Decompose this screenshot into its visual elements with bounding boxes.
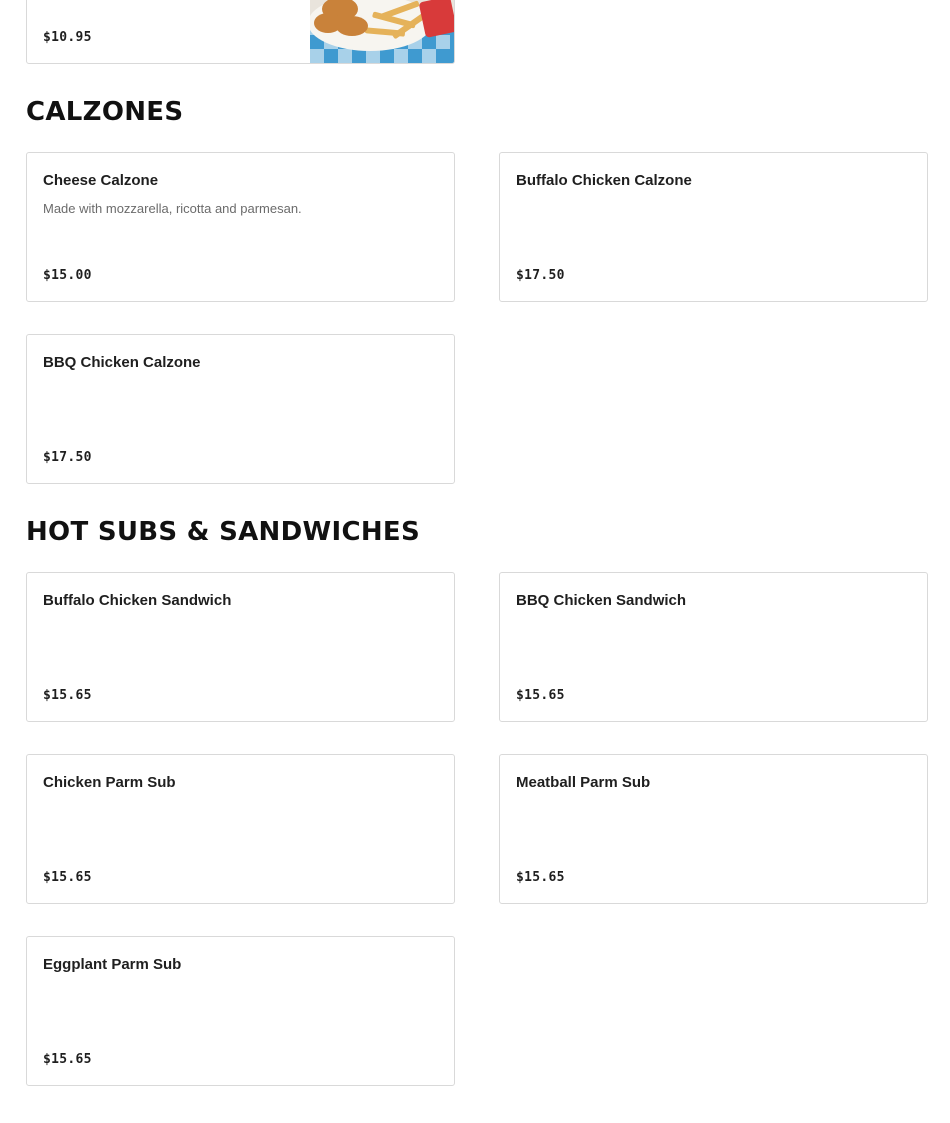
menu-item-name: Cheese Calzone [43, 172, 159, 189]
menu-item-price: $17.50 [516, 268, 565, 283]
menu-item-card[interactable] [26, 572, 455, 722]
menu-item-price: $15.65 [43, 688, 92, 703]
menu-item-name: BBQ Chicken Sandwich [516, 592, 687, 609]
menu-item-card[interactable] [499, 572, 928, 722]
menu-item-description: Made with mozzarella, ricotta and parmesan. [43, 201, 302, 216]
menu-item-price: $15.65 [516, 870, 565, 885]
section-title-calzones: CALZONES [26, 97, 184, 127]
menu-item-price: $15.00 [43, 268, 92, 283]
next-section-title-cutoff [26, 1114, 346, 1123]
food-photo-icon [310, 0, 454, 63]
menu-item-card[interactable] [26, 936, 455, 1086]
section-title-hot-subs: HOT SUBS & SANDWICHES [26, 517, 420, 547]
menu-item-price: $17.50 [43, 450, 92, 465]
menu-item-card[interactable] [499, 754, 928, 904]
menu-item-card[interactable] [26, 754, 455, 904]
menu-item-name: Buffalo Chicken Calzone [516, 172, 692, 189]
menu-item-name: Meatball Parm Sub [516, 774, 651, 791]
menu-item-price: $15.65 [43, 1052, 92, 1067]
menu-item-name: Chicken Parm Sub [43, 774, 176, 791]
menu-item-card[interactable] [26, 334, 455, 484]
menu-item-name: Buffalo Chicken Sandwich [43, 592, 232, 609]
menu-item-price: $15.65 [43, 870, 92, 885]
menu-item-card[interactable] [26, 152, 455, 302]
menu-item-card[interactable] [26, 0, 455, 64]
menu-item-card[interactable] [499, 152, 928, 302]
menu-item-price: $15.65 [516, 688, 565, 703]
menu-item-name: Eggplant Parm Sub [43, 956, 182, 973]
menu-item-name: BBQ Chicken Calzone [43, 354, 201, 371]
menu-item-price: $10.95 [43, 30, 92, 45]
